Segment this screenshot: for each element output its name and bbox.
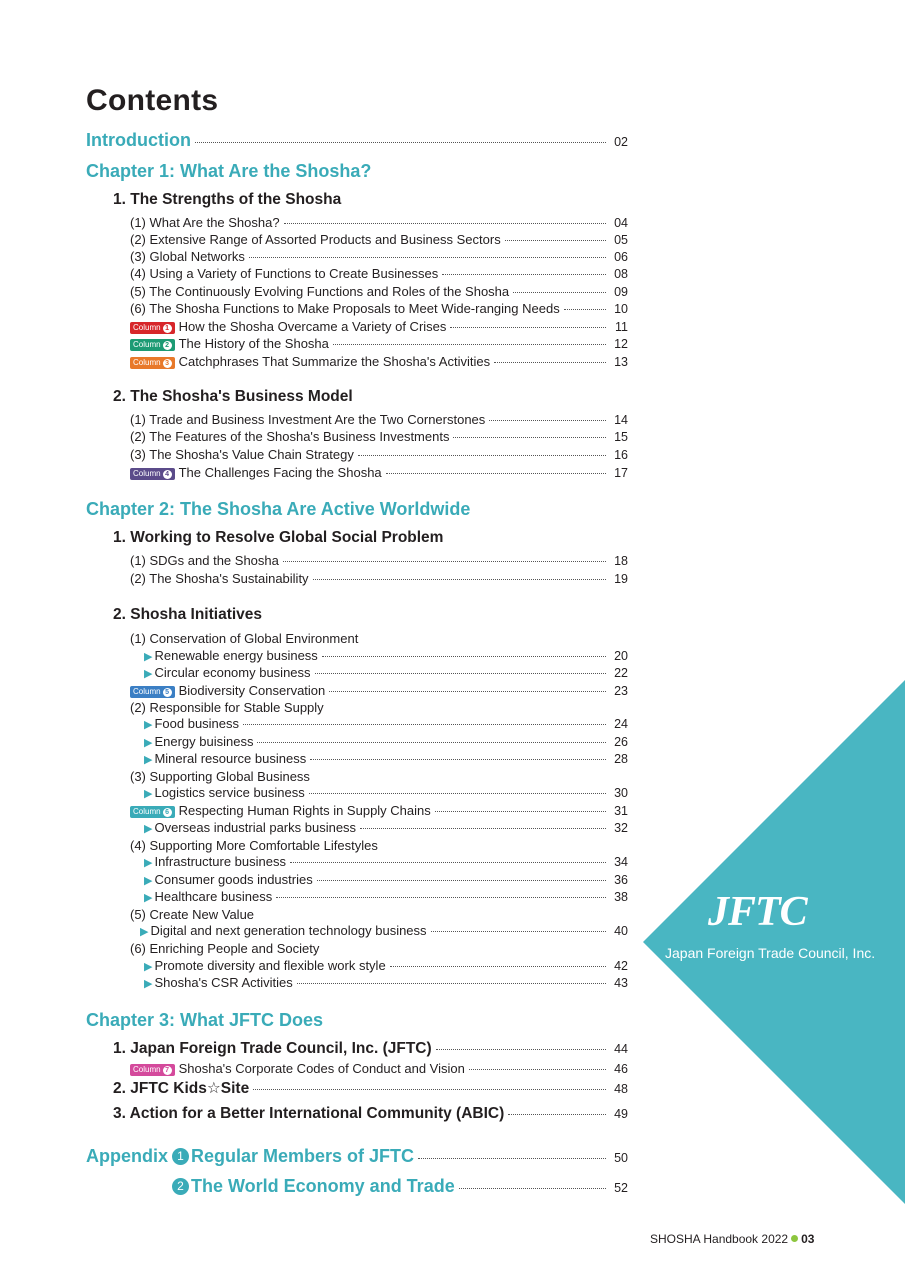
triangle-bullet-icon: ▶ <box>144 961 153 973</box>
entry-label: (3) Global Networks <box>130 249 245 264</box>
page-number: 34 <box>614 855 628 869</box>
entry-label: Logistics service business <box>154 785 305 800</box>
entry-label: Consumer goods industries <box>154 872 313 887</box>
entry-label: The Challenges Facing the Shosha <box>178 465 382 480</box>
leader-dots <box>276 897 606 898</box>
triangle-bullet-icon: ▶ <box>140 926 149 938</box>
entry-label: 3. Action for a Better International Community (ABIC) <box>113 1105 505 1122</box>
leader-dots <box>431 931 606 932</box>
chapter-2-section-2[interactable]: 2. Shosha Initiatives <box>113 606 263 623</box>
page-number: 10 <box>614 302 628 316</box>
entry-label: Catchphrases That Summarize the Shosha's Activities <box>178 354 491 369</box>
group-heading: (6) Enriching People and Society <box>130 941 320 956</box>
entry-label: Regular Members of JFTC <box>191 1146 415 1166</box>
jftc-logo: JFTC <box>708 889 807 935</box>
toc-entry[interactable] <box>144 854 628 869</box>
organization-name: Japan Foreign Trade Council, Inc. <box>665 945 876 961</box>
entry-label: Respecting Human Rights in Supply Chains <box>178 803 431 818</box>
toc-entry[interactable] <box>144 716 628 731</box>
entry-label: (6) The Shosha Functions to Make Proposals to Meet Wide-ranging Needs <box>130 301 560 316</box>
page-number: 02 <box>614 135 628 149</box>
toc-entry-appendix-2[interactable] <box>172 1176 628 1197</box>
triangle-bullet-icon: ▶ <box>144 668 153 680</box>
chapter-2-heading[interactable]: Chapter 2: The Shosha Are Active Worldwide <box>86 499 471 519</box>
appendix-number: 2 <box>172 1178 189 1195</box>
footer-dot-icon <box>791 1235 798 1242</box>
entry-label: (2) The Features of the Shosha's Business Investments <box>130 429 450 444</box>
entry-label: (1) SDGs and the Shosha <box>130 553 279 568</box>
column-badge-text: Column <box>133 358 161 367</box>
column-badge <box>130 357 175 369</box>
appendix-number: 1 <box>172 1148 189 1165</box>
entry-label: Mineral resource business <box>154 751 307 766</box>
leader-dots <box>436 1049 606 1050</box>
toc-entry-column-1[interactable] <box>130 319 628 335</box>
entry-label: Renewable energy business <box>154 648 318 663</box>
entry-label: How the Shosha Overcame a Variety of Crises <box>178 319 447 334</box>
group-heading: (1) Conservation of Global Environment <box>130 631 359 646</box>
entry-label: Overseas industrial parks business <box>154 820 357 835</box>
leader-dots <box>450 327 606 328</box>
entry-label: 1. Japan Foreign Trade Council, Inc. (JFTC) <box>113 1040 432 1057</box>
page-number: 20 <box>614 649 628 663</box>
page-number: 48 <box>614 1082 628 1096</box>
toc-entry[interactable] <box>144 975 628 990</box>
leader-dots <box>564 309 606 310</box>
triangle-bullet-icon: ▶ <box>144 978 153 990</box>
toc-entry[interactable] <box>130 232 628 247</box>
entry-label: The World Economy and Trade <box>191 1176 455 1196</box>
chapter-1-section-1[interactable]: 1. The Strengths of the Shosha <box>113 191 342 208</box>
leader-dots <box>290 862 606 863</box>
chapter-2-section-1[interactable]: 1. Working to Resolve Global Social Problem <box>113 529 444 546</box>
leader-dots <box>283 561 606 562</box>
page-number: 44 <box>614 1042 628 1056</box>
triangle-bullet-icon: ▶ <box>144 754 153 766</box>
leader-dots <box>284 223 606 224</box>
page-number: 49 <box>614 1107 628 1121</box>
triangle-bullet-icon: ▶ <box>144 651 153 663</box>
page-number: 42 <box>614 959 628 973</box>
leader-dots <box>257 742 606 743</box>
toc-entry-column-7[interactable] <box>130 1061 628 1077</box>
leader-dots <box>315 673 606 674</box>
leader-dots <box>313 579 606 580</box>
page-number: 24 <box>614 717 628 731</box>
leader-dots <box>360 828 606 829</box>
entry-label: (3) The Shosha's Value Chain Strategy <box>130 447 354 462</box>
entry-label: Food business <box>154 716 240 731</box>
leader-dots <box>494 362 606 363</box>
entry-label: (2) Extensive Range of Assorted Products and Business Sectors <box>130 232 501 247</box>
chapter-1-heading[interactable]: Chapter 1: What Are the Shosha? <box>86 161 372 181</box>
column-badge-text: Column <box>133 469 161 478</box>
toc-entry[interactable] <box>130 215 628 230</box>
column-number: 4 <box>163 470 172 479</box>
toc-entry-abic[interactable] <box>113 1105 628 1123</box>
page-number: 14 <box>614 413 628 427</box>
toc-entry-column-3[interactable] <box>130 354 628 370</box>
leader-dots <box>469 1069 606 1070</box>
column-number: 3 <box>163 359 172 368</box>
toc-entry[interactable] <box>144 734 628 749</box>
toc-entry-kids-site[interactable] <box>113 1079 628 1098</box>
page-number: 52 <box>614 1181 628 1195</box>
entry-label: Infrastructure business <box>154 854 286 869</box>
column-badge-text: Column <box>133 323 161 332</box>
toc-entry-column-4[interactable] <box>130 465 628 481</box>
page-number: 06 <box>614 250 628 264</box>
triangle-bullet-icon: ▶ <box>144 823 153 835</box>
leader-dots <box>435 811 606 812</box>
toc-entry[interactable] <box>144 648 628 663</box>
column-number: 7 <box>163 1066 172 1075</box>
leader-dots <box>243 724 606 725</box>
page-number: 26 <box>614 735 628 749</box>
column-badge <box>130 468 175 480</box>
toc-entry-appendix-1[interactable] <box>172 1146 628 1167</box>
group-heading: (4) Supporting More Comfortable Lifestyles <box>130 838 378 853</box>
column-number: 5 <box>163 688 172 697</box>
column-badge <box>130 322 175 334</box>
page-number: 23 <box>614 684 628 698</box>
leader-dots <box>297 983 606 984</box>
triangle-bullet-icon: ▶ <box>144 788 153 800</box>
triangle-bullet-icon: ▶ <box>144 892 153 904</box>
group-heading: (5) Create New Value <box>130 907 255 922</box>
column-badge <box>130 1064 175 1076</box>
leader-dots <box>508 1114 606 1115</box>
entry-label: Circular economy business <box>154 665 311 680</box>
page-number: 36 <box>614 873 628 887</box>
entry-label: Biodiversity Conservation <box>178 683 326 698</box>
column-number: 2 <box>163 341 172 350</box>
page-number: 22 <box>614 666 628 680</box>
entry-label: Digital and next generation technology business <box>150 923 427 938</box>
toc-entry-column-5[interactable] <box>130 683 628 699</box>
column-badge-text: Column <box>133 340 161 349</box>
entry-label: Healthcare business <box>154 889 273 904</box>
page-number: 17 <box>614 466 628 480</box>
entry-label: (1) Trade and Business Investment Are the Two Cornerstones <box>130 412 486 427</box>
leader-dots <box>453 437 606 438</box>
leader-dots <box>390 966 606 967</box>
column-badge <box>130 339 175 351</box>
page-number: 04 <box>614 216 628 230</box>
toc-entry[interactable] <box>130 284 628 299</box>
column-badge-text: Column <box>133 687 161 696</box>
entry-label: 2. JFTC Kids☆Site <box>113 1080 250 1097</box>
group-heading: (3) Supporting Global Business <box>130 769 310 784</box>
toc-entry[interactable] <box>144 958 628 973</box>
page-number: 13 <box>614 355 628 369</box>
toc-entry[interactable] <box>130 412 628 427</box>
page-number: 38 <box>614 890 628 904</box>
entry-label: (2) The Shosha's Sustainability <box>130 571 309 586</box>
chapter-1-section-2[interactable]: 2. The Shosha's Business Model <box>113 388 353 405</box>
triangle-bullet-icon: ▶ <box>144 737 153 749</box>
toc-entry-column-2[interactable] <box>130 336 628 352</box>
page-number: 12 <box>614 337 628 351</box>
toc-entry-introduction[interactable] <box>86 130 628 151</box>
toc-entry[interactable] <box>130 429 628 444</box>
entry-label: (5) The Continuously Evolving Functions and Roles of the Shosha <box>130 284 510 299</box>
page-number: 05 <box>614 233 628 247</box>
leader-dots <box>513 292 606 293</box>
leader-dots <box>322 656 606 657</box>
toc-entry[interactable] <box>144 751 628 766</box>
page-number: 09 <box>614 285 628 299</box>
brand-triangle <box>643 680 905 1204</box>
leader-dots <box>418 1158 606 1159</box>
entry-label: Energy buisiness <box>154 734 254 749</box>
column-badge <box>130 686 175 698</box>
page-number: 31 <box>614 804 628 818</box>
toc-entry[interactable] <box>144 785 628 800</box>
toc-entry[interactable] <box>130 553 628 568</box>
leader-dots <box>317 880 606 881</box>
leader-dots <box>195 142 606 143</box>
toc-entry[interactable] <box>130 249 628 264</box>
toc-entry[interactable] <box>130 447 628 462</box>
page-number: 50 <box>614 1151 628 1165</box>
toc-entry[interactable] <box>140 923 628 938</box>
page-number: 30 <box>614 786 628 800</box>
toc-entry-column-6[interactable] <box>130 803 628 819</box>
page-number: 18 <box>614 554 628 568</box>
leader-dots <box>505 240 606 241</box>
page-number: 19 <box>614 572 628 586</box>
toc-entry[interactable] <box>130 571 628 586</box>
column-badge <box>130 806 175 818</box>
entry-label: Shosha's Corporate Codes of Conduct and Vision <box>178 1061 465 1076</box>
leader-dots <box>386 473 606 474</box>
toc-entry[interactable] <box>144 889 628 904</box>
leader-dots <box>442 274 606 275</box>
leader-dots <box>358 455 606 456</box>
toc-entry[interactable] <box>130 301 628 316</box>
leader-dots <box>309 793 606 794</box>
column-badge-text: Column <box>133 807 161 816</box>
page-title: Contents <box>86 84 219 117</box>
column-badge-text: Column <box>133 1065 161 1074</box>
page-number: 43 <box>614 976 628 990</box>
leader-dots <box>249 257 606 258</box>
footer-page-number: 03 <box>801 1232 815 1246</box>
triangle-bullet-icon: ▶ <box>144 875 153 887</box>
entry-label: (1) What Are the Shosha? <box>130 215 280 230</box>
triangle-bullet-icon: ▶ <box>144 857 153 869</box>
entry-label: The History of the Shosha <box>178 336 329 351</box>
toc-entry[interactable] <box>144 872 628 887</box>
footer-title: SHOSHA Handbook 2022 <box>650 1232 789 1246</box>
entry-label: Shosha's CSR Activities <box>154 975 293 990</box>
toc-entry-jftc[interactable] <box>113 1040 628 1058</box>
entry-label: Promote diversity and flexible work style <box>154 958 386 973</box>
page-number: 15 <box>614 430 628 444</box>
toc-entry[interactable] <box>144 665 628 680</box>
column-number: 6 <box>163 808 172 817</box>
triangle-bullet-icon: ▶ <box>144 719 153 731</box>
group-heading: (2) Responsible for Stable Supply <box>130 700 324 715</box>
page-number: 16 <box>614 448 628 462</box>
page-number: 32 <box>614 821 628 835</box>
page-number: 40 <box>614 924 628 938</box>
leader-dots <box>310 759 606 760</box>
page-number: 46 <box>614 1062 628 1076</box>
introduction-label: Introduction <box>86 130 191 150</box>
entry-label: (4) Using a Variety of Functions to Create Businesses <box>130 266 439 281</box>
leader-dots <box>333 344 606 345</box>
leader-dots <box>489 420 606 421</box>
page-footer <box>650 1232 814 1246</box>
page-number: 11 <box>615 320 628 334</box>
leader-dots <box>253 1089 606 1090</box>
leader-dots <box>329 691 606 692</box>
toc-entry[interactable] <box>130 266 628 281</box>
appendix-label: Appendix <box>86 1146 169 1166</box>
page-number: 28 <box>614 752 628 766</box>
page-number: 08 <box>614 267 628 281</box>
toc-entry[interactable] <box>144 820 628 835</box>
column-number: 1 <box>163 324 172 333</box>
leader-dots <box>459 1188 606 1189</box>
chapter-3-heading[interactable]: Chapter 3: What JFTC Does <box>86 1010 324 1030</box>
